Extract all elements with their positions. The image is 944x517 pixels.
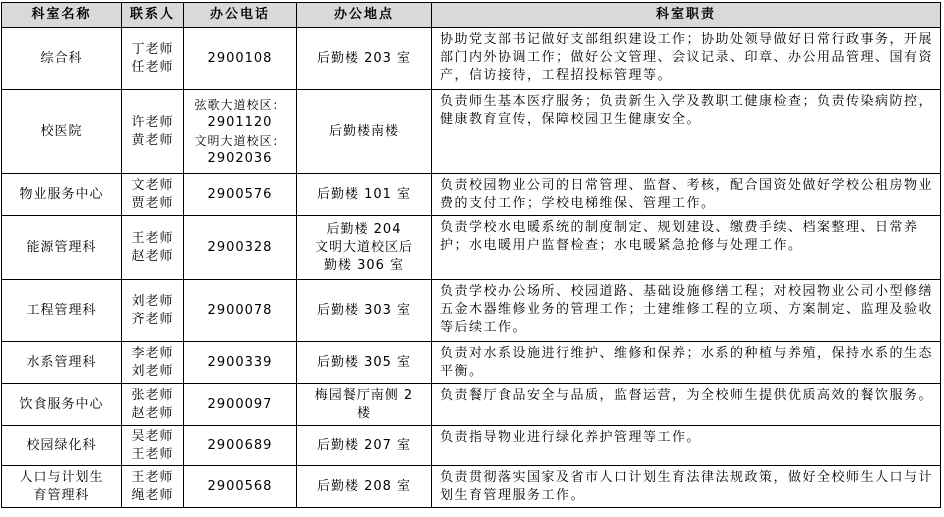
table-row [2, 216, 941, 280]
location-text: 后勤楼 204 [326, 221, 402, 237]
location-cell [297, 216, 432, 280]
dept-name: 物业服务中心 [19, 186, 104, 202]
phone-number: 2900576 [207, 186, 273, 202]
header-dept-name: 科室名称 [2, 3, 122, 28]
contact-name: 王老师 [131, 446, 174, 462]
contact-name: 齐老师 [131, 311, 174, 327]
location-cell [297, 28, 432, 90]
location-cell [297, 384, 432, 426]
duty-cell: 负责对水系设施进行维护、维修和保养；水系的种植与养殖，保持水系的生态平衡。 [432, 342, 941, 384]
dept-name-cell [2, 342, 122, 384]
contact-name: 王老师 [131, 469, 174, 485]
duty-cell: 负责学校水电暖系统的制度制定、规划建设、缴费手续、档案整理、日常养护；水电暖用户监督检查；水电暖紧急抢修与处理工作。 [432, 216, 941, 280]
table-row [2, 174, 941, 216]
contact-name: 赵老师 [131, 248, 174, 264]
contact-name: 张老师 [131, 387, 174, 403]
header-phone: 办公电话 [184, 3, 297, 28]
location-text: 后勤楼 101 室 [316, 186, 412, 202]
contact-name: 李老师 [131, 345, 174, 361]
dept-name-cell [2, 384, 122, 426]
dept-name-cell [2, 426, 122, 466]
duty-cell: 负责贯彻落实国家及省市人口计划生育法律法规政策，做好全校师生人口与计划生育管理服务工作。 [432, 466, 941, 508]
phone-number: 2900097 [207, 396, 273, 412]
table-row [2, 342, 941, 384]
phone-number: 2902036 [207, 150, 273, 166]
dept-name-cell [2, 28, 122, 90]
phone-cell [184, 384, 297, 426]
location-cell [297, 342, 432, 384]
location-cell [297, 280, 432, 342]
contact-name: 文老师 [131, 177, 174, 193]
location-text: 后勤楼 303 室 [316, 302, 412, 318]
contact-name: 刘老师 [131, 363, 174, 379]
dept-name-cell [2, 90, 122, 174]
location-text: 后勤楼 207 室 [316, 437, 412, 453]
phone-number: 2900339 [207, 354, 273, 370]
duty-cell: 负责师生基本医疗服务；负责新生入学及教职工健康检查；负责传染病防控，健康教育宣传，保障校园卫生健康安全。 [432, 90, 941, 174]
phone-cell [184, 426, 297, 466]
contact-name: 许老师 [131, 114, 174, 130]
contact-name: 丁老师 [131, 41, 174, 57]
contact-name: 王老师 [131, 230, 174, 246]
table-row [2, 466, 941, 508]
location-text: 后勤楼 305 室 [316, 354, 412, 370]
contact-name: 黄老师 [131, 132, 174, 148]
table-row [2, 90, 941, 174]
dept-name: 校园绿化科 [26, 437, 97, 453]
header-contact: 联系人 [122, 3, 184, 28]
location-cell [297, 426, 432, 466]
contact-cell [122, 342, 184, 384]
location-text: 后勤楼 208 室 [316, 478, 412, 494]
phone-cell [184, 28, 297, 90]
dept-name: 育管理科 [33, 487, 90, 503]
phone-number: 2900078 [207, 302, 273, 318]
dept-name-cell [2, 466, 122, 508]
phone-cell [184, 174, 297, 216]
contact-cell [122, 280, 184, 342]
location-text: 文明大道校区后 [314, 239, 413, 255]
table-row [2, 426, 941, 466]
dept-name-cell [2, 174, 122, 216]
phone-cell [184, 342, 297, 384]
location-text: 后勤楼南楼 [328, 123, 399, 139]
location-cell [297, 90, 432, 174]
header-location: 办公地点 [297, 3, 432, 28]
header-row [2, 3, 941, 28]
contact-cell [122, 466, 184, 508]
duty-cell: 负责指导物业进行绿化养护管理等工作。 [432, 426, 941, 466]
location-cell [297, 466, 432, 508]
location-cell [297, 174, 432, 216]
contact-cell [122, 216, 184, 280]
duty-cell: 负责校园物业公司的日常管理、监督、考核，配合国资处做好学校公租房物业费的支付工作；学校电梯维保、管理工作。 [432, 174, 941, 216]
campus-label: 弦歌大道校区： [194, 97, 286, 112]
department-table-wrapper [1, 2, 941, 508]
contact-cell [122, 90, 184, 174]
contact-name: 绳老师 [131, 487, 174, 503]
contact-name: 赵老师 [131, 405, 174, 421]
department-table [1, 2, 941, 508]
dept-name: 能源管理科 [26, 239, 97, 255]
contact-cell [122, 426, 184, 466]
phone-number: 2900108 [207, 50, 273, 66]
contact-name: 吴老师 [131, 428, 174, 444]
duty-cell: 协助党支部书记做好支部组织建设工作；协助处领导做好日常行政事务，开展部门内外协调工作；做好公文管理、会议记录、印章、办公用品管理、国有资产，信访接待，工程招投标管理等。 [432, 28, 941, 90]
dept-name-cell [2, 216, 122, 280]
location-text: 梅园餐厅南侧 2 [314, 387, 414, 403]
phone-number: 2900568 [207, 478, 273, 494]
campus-label: 文明大道校区： [194, 133, 286, 148]
dept-name: 工程管理科 [26, 302, 97, 318]
duty-cell: 负责餐厅食品安全与品质，监督运营，为全校师生提供优质高效的餐饮服务。 [432, 384, 941, 426]
dept-name: 人口与计划生 [19, 469, 104, 485]
contact-cell [122, 174, 184, 216]
location-text: 勤楼 306 室 [323, 257, 405, 273]
contact-cell [122, 384, 184, 426]
dept-name: 饮食服务中心 [19, 396, 104, 412]
dept-name: 校医院 [40, 123, 83, 139]
phone-cell [184, 90, 297, 174]
table-row [2, 28, 941, 90]
dept-name: 水系管理科 [26, 354, 97, 370]
dept-name: 综合科 [40, 50, 83, 66]
phone-cell [184, 280, 297, 342]
contact-cell [122, 28, 184, 90]
contact-name: 贾老师 [131, 195, 174, 211]
phone-cell [184, 466, 297, 508]
table-row [2, 384, 941, 426]
dept-name-cell [2, 280, 122, 342]
phone-number: 2900689 [207, 437, 273, 453]
contact-name: 任老师 [131, 59, 174, 75]
phone-number: 2901120 [207, 114, 273, 130]
location-text: 楼 [356, 405, 371, 421]
phone-cell [184, 216, 297, 280]
location-text: 后勤楼 203 室 [316, 50, 412, 66]
phone-number: 2900328 [207, 239, 273, 255]
contact-name: 刘老师 [131, 293, 174, 309]
duty-cell: 负责学校办公场所、校园道路、基础设施修缮工程；对校园物业公司小型修缮五金木器维修业务的管理工作；土建维修工程的立项、方案制定、监理及验收等后续工作。 [432, 280, 941, 342]
table-row [2, 280, 941, 342]
header-duty: 科室职责 [432, 3, 941, 28]
